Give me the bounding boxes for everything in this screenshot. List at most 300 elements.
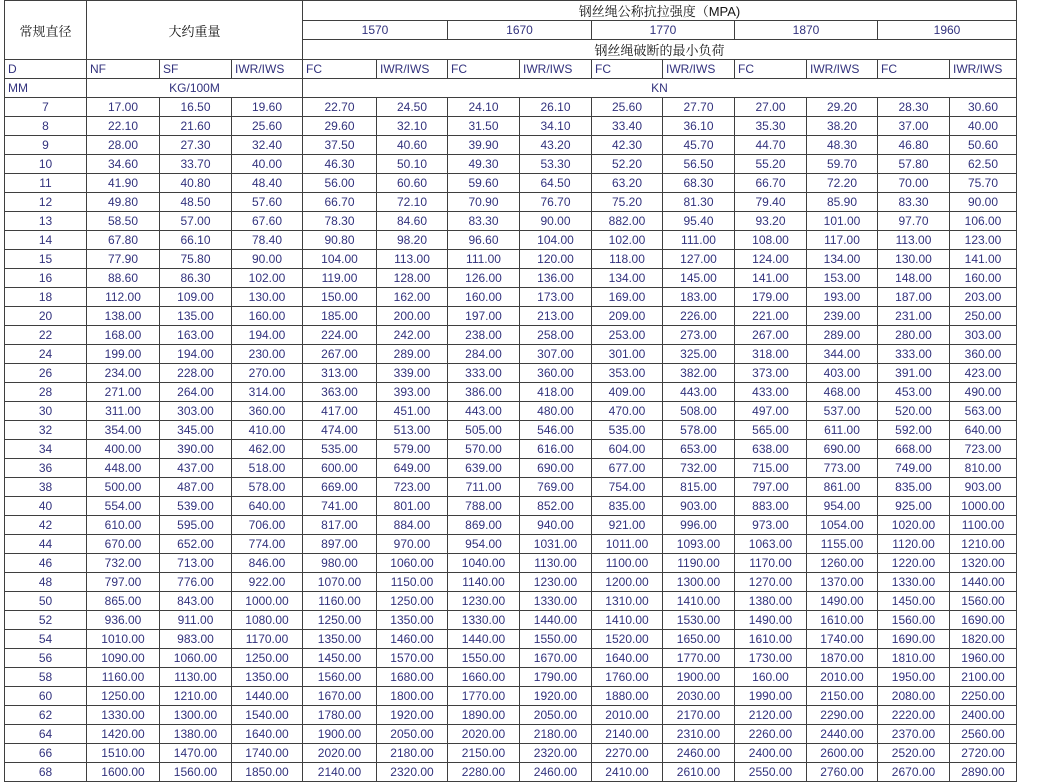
- cell-load-value: 578.00: [232, 478, 303, 497]
- strength-grade: 1570: [303, 21, 448, 40]
- cell-load-value: 31.50: [448, 117, 520, 136]
- cell-load-value: 1210.00: [160, 687, 232, 706]
- cell-load-value: 1550.00: [448, 649, 520, 668]
- cell-load-value: 148.00: [878, 269, 950, 288]
- cell-load-value: 2370.00: [878, 725, 950, 744]
- cell-load-value: 1570.00: [377, 649, 448, 668]
- cell-load-value: 2140.00: [592, 725, 663, 744]
- cell-load-value: 29.60: [303, 117, 377, 136]
- cell-load-value: 67.80: [87, 231, 160, 250]
- cell-load-value: 769.00: [520, 478, 592, 497]
- cell-load-value: 2100.00: [950, 668, 1017, 687]
- cell-load-value: 668.00: [878, 440, 950, 459]
- cell-load-value: 1080.00: [232, 611, 303, 630]
- cell-load-value: 104.00: [520, 231, 592, 250]
- cell-load-value: 1350.00: [232, 668, 303, 687]
- cell-load-value: 1560.00: [950, 592, 1017, 611]
- cell-load-value: 1600.00: [87, 763, 160, 782]
- cell-load-value: 1890.00: [448, 706, 520, 725]
- cell-load-value: 311.00: [87, 402, 160, 421]
- cell-load-value: 57.60: [232, 193, 303, 212]
- cell-load-value: 400.00: [87, 440, 160, 459]
- cell-load-value: 169.00: [592, 288, 663, 307]
- cell-load-value: 382.00: [663, 364, 735, 383]
- table-row: [5, 554, 1017, 573]
- cell-diameter: 64: [5, 725, 87, 744]
- cell-load-value: 267.00: [735, 326, 807, 345]
- cell-load-value: 95.40: [663, 212, 735, 231]
- cell-load-value: 43.20: [520, 136, 592, 155]
- cell-load-value: 57.80: [878, 155, 950, 174]
- cell-load-value: 26.10: [520, 98, 592, 117]
- cell-load-value: 128.00: [377, 269, 448, 288]
- cell-load-value: 1350.00: [377, 611, 448, 630]
- cell-load-value: 354.00: [87, 421, 160, 440]
- cell-load-value: 713.00: [160, 554, 232, 573]
- cell-load-value: 640.00: [232, 497, 303, 516]
- cell-load-value: 2170.00: [663, 706, 735, 725]
- cell-load-value: 39.90: [448, 136, 520, 155]
- breaking-load-label: 钢丝绳破断的最小负荷: [303, 40, 1017, 60]
- cell-load-value: 652.00: [160, 535, 232, 554]
- cell-load-value: 203.00: [950, 288, 1017, 307]
- cell-load-value: 303.00: [160, 402, 232, 421]
- strength-grade: 1670: [448, 21, 592, 40]
- cell-load-value: 2290.00: [807, 706, 878, 725]
- cell-load-value: 1000.00: [232, 592, 303, 611]
- cell-load-value: 66.70: [303, 193, 377, 212]
- cell-load-value: 1250.00: [87, 687, 160, 706]
- cell-load-value: 1690.00: [878, 630, 950, 649]
- cell-load-value: 1470.00: [160, 744, 232, 763]
- cell-load-value: 173.00: [520, 288, 592, 307]
- cell-load-value: 1660.00: [448, 668, 520, 687]
- cell-load-value: 1190.00: [663, 554, 735, 573]
- cell-load-value: 2720.00: [950, 744, 1017, 763]
- cell-load-value: 973.00: [735, 516, 807, 535]
- cell-load-value: 53.30: [520, 155, 592, 174]
- cell-load-value: 360.00: [232, 402, 303, 421]
- cell-load-value: 59.60: [448, 174, 520, 193]
- cell-load-value: 360.00: [950, 345, 1017, 364]
- cell-load-value: 160.00: [735, 668, 807, 687]
- cell-load-value: 50.60: [950, 136, 1017, 155]
- cell-load-value: 86.30: [160, 269, 232, 288]
- cell-load-value: 911.00: [160, 611, 232, 630]
- table-row: [5, 649, 1017, 668]
- cell-load-value: 925.00: [878, 497, 950, 516]
- cell-load-value: 835.00: [878, 478, 950, 497]
- cell-load-value: 513.00: [377, 421, 448, 440]
- cell-load-value: 2260.00: [735, 725, 807, 744]
- table-row: [5, 668, 1017, 687]
- cell-load-value: 610.00: [87, 516, 160, 535]
- cell-load-value: 363.00: [303, 383, 377, 402]
- cell-load-value: 2440.00: [807, 725, 878, 744]
- cell-load-value: 33.40: [592, 117, 663, 136]
- cell-load-value: 604.00: [592, 440, 663, 459]
- cell-load-value: 124.00: [735, 250, 807, 269]
- unit-kn: KN: [303, 79, 1017, 98]
- cell-load-value: 145.00: [663, 269, 735, 288]
- cell-load-value: 250.00: [950, 307, 1017, 326]
- cell-load-value: 373.00: [735, 364, 807, 383]
- cell-load-value: 723.00: [950, 440, 1017, 459]
- cell-load-value: 56.50: [663, 155, 735, 174]
- cell-load-value: 1160.00: [87, 668, 160, 687]
- cell-load-value: 1300.00: [663, 573, 735, 592]
- column-header: IWR/IWS: [807, 60, 878, 79]
- cell-load-value: 1120.00: [878, 535, 950, 554]
- cell-load-value: 2120.00: [735, 706, 807, 725]
- cell-diameter: 66: [5, 744, 87, 763]
- cell-load-value: 1850.00: [232, 763, 303, 782]
- cell-load-value: 1410.00: [663, 592, 735, 611]
- cell-load-value: 468.00: [807, 383, 878, 402]
- table-row: [5, 402, 1017, 421]
- cell-load-value: 344.00: [807, 345, 878, 364]
- cell-load-value: 104.00: [303, 250, 377, 269]
- cell-load-value: 2010.00: [807, 668, 878, 687]
- cell-load-value: 723.00: [377, 478, 448, 497]
- cell-load-value: 861.00: [807, 478, 878, 497]
- column-header: SF: [160, 60, 232, 79]
- cell-load-value: 118.00: [592, 250, 663, 269]
- cell-load-value: 238.00: [448, 326, 520, 345]
- cell-load-value: 2460.00: [520, 763, 592, 782]
- cell-load-value: 30.60: [950, 98, 1017, 117]
- strength-title: 钢丝绳公称抗拉强度（MPA): [303, 1, 1017, 21]
- cell-load-value: 773.00: [807, 459, 878, 478]
- cell-load-value: 1011.00: [592, 535, 663, 554]
- cell-diameter: 44: [5, 535, 87, 554]
- cell-load-value: 677.00: [592, 459, 663, 478]
- cell-load-value: 90.00: [950, 193, 1017, 212]
- cell-load-value: 1770.00: [663, 649, 735, 668]
- unit-kg: KG/100M: [87, 79, 303, 98]
- cell-load-value: 193.00: [807, 288, 878, 307]
- cell-load-value: 810.00: [950, 459, 1017, 478]
- cell-load-value: 474.00: [303, 421, 377, 440]
- cell-load-value: 1900.00: [663, 668, 735, 687]
- cell-load-value: 1920.00: [520, 687, 592, 706]
- cell-load-value: 42.30: [592, 136, 663, 155]
- cell-load-value: 741.00: [303, 497, 377, 516]
- cell-load-value: 1760.00: [592, 668, 663, 687]
- cell-load-value: 1560.00: [878, 611, 950, 630]
- cell-load-value: 2560.00: [950, 725, 1017, 744]
- cell-diameter: 22: [5, 326, 87, 345]
- cell-load-value: 1510.00: [87, 744, 160, 763]
- table-row: [5, 725, 1017, 744]
- cell-load-value: 1060.00: [160, 649, 232, 668]
- cell-load-value: 1740.00: [807, 630, 878, 649]
- cell-load-value: 403.00: [807, 364, 878, 383]
- cell-load-value: 1610.00: [807, 611, 878, 630]
- cell-load-value: 90.80: [303, 231, 377, 250]
- cell-load-value: 2400.00: [950, 706, 1017, 725]
- cell-load-value: 24.50: [377, 98, 448, 117]
- cell-load-value: 1560.00: [160, 763, 232, 782]
- cell-load-value: 1490.00: [807, 592, 878, 611]
- cell-load-value: 138.00: [87, 307, 160, 326]
- cell-load-value: 897.00: [303, 535, 377, 554]
- table-row: [5, 326, 1017, 345]
- cell-load-value: 1150.00: [377, 573, 448, 592]
- cell-load-value: 102.00: [592, 231, 663, 250]
- cell-load-value: 1270.00: [735, 573, 807, 592]
- cell-load-value: 1170.00: [735, 554, 807, 573]
- cell-load-value: 1230.00: [448, 592, 520, 611]
- cell-load-value: 271.00: [87, 383, 160, 402]
- cell-load-value: 518.00: [232, 459, 303, 478]
- cell-load-value: 213.00: [520, 307, 592, 326]
- table-row: [5, 744, 1017, 763]
- cell-load-value: 2410.00: [592, 763, 663, 782]
- cell-load-value: 280.00: [878, 326, 950, 345]
- cell-load-value: 1000.00: [950, 497, 1017, 516]
- cell-load-value: 480.00: [520, 402, 592, 421]
- cell-load-value: 2600.00: [807, 744, 878, 763]
- cell-load-value: 160.00: [950, 269, 1017, 288]
- cell-load-value: 1670.00: [520, 649, 592, 668]
- cell-load-value: 1550.00: [520, 630, 592, 649]
- cell-load-value: 34.10: [520, 117, 592, 136]
- cell-load-value: 307.00: [520, 345, 592, 364]
- cell-load-value: 706.00: [232, 516, 303, 535]
- cell-load-value: 231.00: [878, 307, 950, 326]
- cell-diameter: 26: [5, 364, 87, 383]
- cell-load-value: 270.00: [232, 364, 303, 383]
- column-header: IWR/IWS: [520, 60, 592, 79]
- cell-load-value: 1420.00: [87, 725, 160, 744]
- cell-load-value: 535.00: [303, 440, 377, 459]
- cell-load-value: 520.00: [878, 402, 950, 421]
- cell-load-value: 75.20: [592, 193, 663, 212]
- cell-load-value: 136.00: [520, 269, 592, 288]
- table-body: [5, 98, 1017, 782]
- cell-load-value: 25.60: [232, 117, 303, 136]
- cell-load-value: 16.50: [160, 98, 232, 117]
- cell-load-value: 690.00: [520, 459, 592, 478]
- cell-diameter: 56: [5, 649, 87, 668]
- cell-load-value: 318.00: [735, 345, 807, 364]
- cell-load-value: 301.00: [592, 345, 663, 364]
- cell-load-value: 1160.00: [303, 592, 377, 611]
- cell-load-value: 1680.00: [377, 668, 448, 687]
- column-header: IWR/IWS: [950, 60, 1017, 79]
- cell-load-value: 333.00: [448, 364, 520, 383]
- column-header: IWR/IWS: [377, 60, 448, 79]
- cell-load-value: 2050.00: [377, 725, 448, 744]
- cell-load-value: 2460.00: [663, 744, 735, 763]
- cell-load-value: 150.00: [303, 288, 377, 307]
- cell-load-value: 36.10: [663, 117, 735, 136]
- cell-load-value: 179.00: [735, 288, 807, 307]
- cell-load-value: 1063.00: [735, 535, 807, 554]
- cell-load-value: 1330.00: [520, 592, 592, 611]
- cell-diameter: 32: [5, 421, 87, 440]
- cell-load-value: 141.00: [950, 250, 1017, 269]
- cell-load-value: 1810.00: [878, 649, 950, 668]
- table-row: [5, 440, 1017, 459]
- cell-load-value: 835.00: [592, 497, 663, 516]
- cell-diameter: 20: [5, 307, 87, 326]
- cell-load-value: 32.40: [232, 136, 303, 155]
- cell-load-value: 325.00: [663, 345, 735, 364]
- cell-diameter: 54: [5, 630, 87, 649]
- cell-load-value: 423.00: [950, 364, 1017, 383]
- cell-load-value: 2760.00: [807, 763, 878, 782]
- cell-load-value: 433.00: [735, 383, 807, 402]
- cell-load-value: 27.00: [735, 98, 807, 117]
- cell-load-value: 28.00: [87, 136, 160, 155]
- cell-load-value: 160.00: [232, 307, 303, 326]
- cell-load-value: 141.00: [735, 269, 807, 288]
- cell-load-value: 168.00: [87, 326, 160, 345]
- cell-load-value: 437.00: [160, 459, 232, 478]
- cell-load-value: 194.00: [232, 326, 303, 345]
- cell-load-value: 690.00: [807, 440, 878, 459]
- cell-load-value: 49.30: [448, 155, 520, 174]
- cell-load-value: 578.00: [663, 421, 735, 440]
- cell-diameter: 30: [5, 402, 87, 421]
- cell-load-value: 134.00: [807, 250, 878, 269]
- cell-load-value: 409.00: [592, 383, 663, 402]
- cell-load-value: 52.20: [592, 155, 663, 174]
- cell-load-value: 187.00: [878, 288, 950, 307]
- table-row: [5, 250, 1017, 269]
- cell-load-value: 113.00: [878, 231, 950, 250]
- cell-load-value: 19.60: [232, 98, 303, 117]
- cell-diameter: 12: [5, 193, 87, 212]
- cell-diameter: 13: [5, 212, 87, 231]
- cell-load-value: 96.60: [448, 231, 520, 250]
- table-row: [5, 288, 1017, 307]
- table-row: [5, 687, 1017, 706]
- cell-load-value: 45.70: [663, 136, 735, 155]
- cell-load-value: 22.70: [303, 98, 377, 117]
- cell-load-value: 67.60: [232, 212, 303, 231]
- cell-load-value: 1060.00: [377, 554, 448, 573]
- cell-diameter: 36: [5, 459, 87, 478]
- cell-load-value: 1690.00: [950, 611, 1017, 630]
- cell-load-value: 1520.00: [592, 630, 663, 649]
- cell-load-value: 670.00: [87, 535, 160, 554]
- table-row: [5, 478, 1017, 497]
- cell-load-value: 453.00: [878, 383, 950, 402]
- cell-load-value: 882.00: [592, 212, 663, 231]
- weight-header: 大约重量: [87, 1, 303, 60]
- table-row: [5, 269, 1017, 288]
- cell-load-value: 70.90: [448, 193, 520, 212]
- cell-load-value: 797.00: [735, 478, 807, 497]
- cell-load-value: 101.00: [807, 212, 878, 231]
- cell-load-value: 2050.00: [520, 706, 592, 725]
- cell-load-value: 2670.00: [878, 763, 950, 782]
- cell-load-value: 921.00: [592, 516, 663, 535]
- cell-load-value: 600.00: [303, 459, 377, 478]
- cell-load-value: 417.00: [303, 402, 377, 421]
- cell-load-value: 33.70: [160, 155, 232, 174]
- table-row: [5, 459, 1017, 478]
- strength-grade: 1870: [735, 21, 878, 40]
- cell-load-value: 108.00: [735, 231, 807, 250]
- cell-load-value: 56.00: [303, 174, 377, 193]
- cell-load-value: 22.10: [87, 117, 160, 136]
- cell-load-value: 2550.00: [735, 763, 807, 782]
- cell-load-value: 78.30: [303, 212, 377, 231]
- header-row-title: [5, 1, 1017, 21]
- cell-load-value: 546.00: [520, 421, 592, 440]
- cell-load-value: 37.00: [878, 117, 950, 136]
- cell-load-value: 2150.00: [807, 687, 878, 706]
- cell-load-value: 78.40: [232, 231, 303, 250]
- cell-load-value: 595.00: [160, 516, 232, 535]
- table-row: [5, 193, 1017, 212]
- cell-load-value: 228.00: [160, 364, 232, 383]
- cell-load-value: 183.00: [663, 288, 735, 307]
- cell-load-value: 72.10: [377, 193, 448, 212]
- cell-load-value: 1380.00: [735, 592, 807, 611]
- cell-load-value: 88.60: [87, 269, 160, 288]
- cell-load-value: 1740.00: [232, 744, 303, 763]
- cell-load-value: 339.00: [377, 364, 448, 383]
- cell-load-value: 869.00: [448, 516, 520, 535]
- table-row: [5, 117, 1017, 136]
- cell-load-value: 1130.00: [520, 554, 592, 573]
- cell-load-value: 1670.00: [303, 687, 377, 706]
- cell-load-value: 1790.00: [520, 668, 592, 687]
- cell-load-value: 443.00: [448, 402, 520, 421]
- strength-grade: 1770: [592, 21, 735, 40]
- cell-load-value: 1250.00: [377, 592, 448, 611]
- cell-load-value: 2030.00: [663, 687, 735, 706]
- cell-load-value: 1250.00: [232, 649, 303, 668]
- table-row: [5, 136, 1017, 155]
- cell-load-value: 253.00: [592, 326, 663, 345]
- cell-load-value: 75.70: [950, 174, 1017, 193]
- cell-load-value: 852.00: [520, 497, 592, 516]
- cell-load-value: 112.00: [87, 288, 160, 307]
- table-row: [5, 630, 1017, 649]
- cell-load-value: 2400.00: [735, 744, 807, 763]
- cell-load-value: 59.70: [807, 155, 878, 174]
- cell-load-value: 1610.00: [735, 630, 807, 649]
- table-row: [5, 763, 1017, 782]
- cell-load-value: 1440.00: [448, 630, 520, 649]
- cell-diameter: 48: [5, 573, 87, 592]
- cell-diameter: 34: [5, 440, 87, 459]
- cell-load-value: 113.00: [377, 250, 448, 269]
- cell-load-value: 98.20: [377, 231, 448, 250]
- cell-load-value: 1040.00: [448, 554, 520, 573]
- cell-load-value: 162.00: [377, 288, 448, 307]
- table-row: [5, 364, 1017, 383]
- cell-load-value: 390.00: [160, 440, 232, 459]
- cell-load-value: 500.00: [87, 478, 160, 497]
- cell-load-value: 1640.00: [232, 725, 303, 744]
- cell-load-value: 194.00: [160, 345, 232, 364]
- cell-diameter: 24: [5, 345, 87, 364]
- cell-diameter: 62: [5, 706, 87, 725]
- cell-load-value: 284.00: [448, 345, 520, 364]
- cell-load-value: 68.30: [663, 174, 735, 193]
- cell-load-value: 83.30: [878, 193, 950, 212]
- cell-load-value: 970.00: [377, 535, 448, 554]
- table-row: [5, 307, 1017, 326]
- cell-load-value: 470.00: [592, 402, 663, 421]
